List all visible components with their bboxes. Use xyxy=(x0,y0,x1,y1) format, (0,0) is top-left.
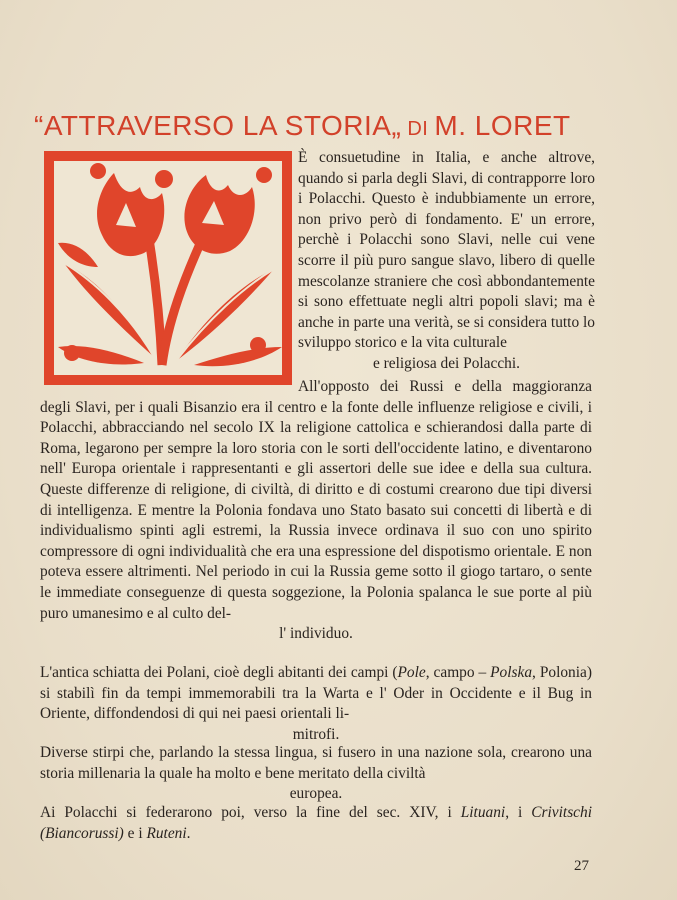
paragraph-federazione-text-d: . xyxy=(186,824,191,842)
paragraph-stirpi-text: Diverse stirpi che, parlando la stessa lingua, si fusero in una nazione sola, crearono una storia millenaria la quale ha molto e bene meritato della civiltà xyxy=(40,744,592,782)
paragraph-federazione-crivitschi: Crivitschi (Biancorussi) xyxy=(40,804,592,842)
paragraph-federazione xyxy=(40,803,592,844)
paragraph-polani-lastline: mitrofi. xyxy=(292,725,340,743)
paragraph-intro-text: È consuetudine in Italia, e anche altrove, quando si parla degli Slavi, di contrapporre loro i Polacchi. Questo è indubbiamente un errore, non privo però di fondamento. E' un errore, perchè i Polacchi sono Slavi, nelle cui vene scorre il più puro sangue slavo, libero di quelle mescolanze straniere che così abbondantemente si sono effettuate negli altri popoli slavi; ma è anche in parte una verità, se si considera tutto lo sviluppo storico e la vita culturale xyxy=(298,149,595,352)
title-author: M. LORET xyxy=(434,110,571,141)
paragraph-polani-polska: Polska xyxy=(490,664,533,681)
paragraph-intro xyxy=(298,148,595,375)
title-di: DI xyxy=(401,118,435,140)
paragraph-federazione-text-b: , i xyxy=(505,804,532,821)
paragraph-intro-lastline: e religiosa dei Polacchi. xyxy=(372,354,520,372)
tulip-woodcut-icon xyxy=(44,151,292,385)
paragraph-federazione-text-a: Ai Polacchi si federarono poi, verso la fine del sec. XIV, i xyxy=(40,804,461,821)
title-main: “ATTRAVERSO LA STORIA„ xyxy=(34,110,402,141)
paragraph-polani-text-b: , campo – xyxy=(425,664,491,681)
paragraph-russia-text: All'opposto dei Russi e della maggioranza degli Slavi, per i quali Bisanzio era il centro e la fonte delle influenze religiose e civili, i Polacchi, abbracciando nel secolo IX la religione cattolica e schierandosi dalla parte di Roma, legarono per sempre la loro storia con le sorti dell'occidente latino, e diventarono nell' Europa orientale i rappresentanti e gli assertori delle sue idee e della sua cultura. Queste differenze di religione, di civiltà, di diritto e di costumi crearono due tipi diversi di intelligenza. E mentre la Polonia fondava uno Stato basato sui concetti di libertà e di individualismo spinti agli estremi, la Russia invece ordinava il suo con uno spirito compressore di ogni individualità che era una espressione del dispotismo orientale. E non poteva essere altrimenti. Nel periodo in cui la Russia geme sotto il giogo tartaro, o sente le immediate conseguenze di questa soggezione, la Polonia spalanca le sue porte al più puro umanesimo e al culto del- xyxy=(40,378,592,622)
paragraph-federazione-text-c: e i xyxy=(123,824,147,842)
paragraph-federazione-lituani: Lituani xyxy=(460,804,506,821)
paragraph-russia xyxy=(40,377,592,645)
page-title xyxy=(34,110,654,142)
paragraph-polani xyxy=(40,663,592,745)
paragraph-polani-text-a: L'antica schiatta dei Polani, cioè degli abitanti dei campi ( xyxy=(40,664,398,681)
paragraph-polani-pole: Pole xyxy=(397,664,426,681)
paragraph-stirpi xyxy=(40,743,592,805)
paragraph-federazione-ruteni: Ruteni xyxy=(146,824,187,842)
page-number: 27 xyxy=(574,858,589,874)
paragraph-russia-lastline: l' individuo. xyxy=(279,625,353,643)
paragraph-polani-text-c: , Polonia) si stabilì fin da tempi immemorabili tra la Warta e l' Oder in Occidente e il Bug in Oriente, diffondendosi di qui nei paesi orientali li- xyxy=(40,664,592,723)
paragraph-stirpi-lastline: europea. xyxy=(289,785,343,803)
